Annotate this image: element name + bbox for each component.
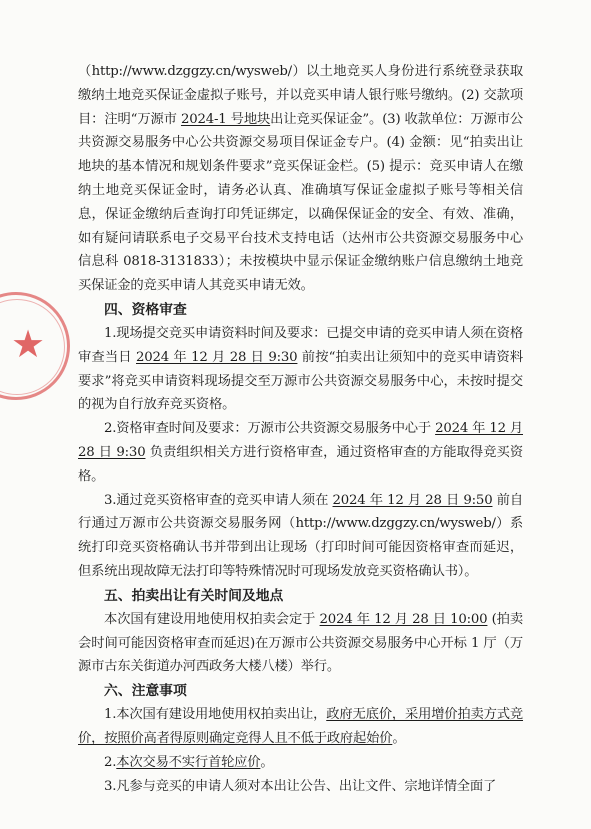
section-heading-qualification: 四、资格审查 <box>104 301 187 318</box>
paragraph-notes-2 <box>78 751 523 775</box>
text-run: （http://www.dzggzy.cn/wysweb/）以土地竞买人身份进行系统登录获取缴纳土地竞买保证金虚拟子账号，并以竞买申请人银行账号缴纳。(2) 交款项目：注明“万源市 <box>78 64 523 127</box>
section-heading-auction-time-place: 五、拍卖出让有关时间及地点 <box>104 587 284 604</box>
paragraph-auction-time <box>78 608 523 679</box>
text-run: 。 <box>392 730 406 746</box>
underlined-date: 2024 年 12 月 28 日 10:00 <box>319 611 488 627</box>
text-run: 前按“拍卖出让须知中的竞买申请资料要求”将竞买申请资料现场提交至万源市公共资源交易服务中心，未按时提交的视为自行放弃竞买资格。 <box>78 349 523 413</box>
underlined-text: 政府无底价，采用增价拍卖方式竞价，按照价高者得原则确定竞得人且不低于政府起始价 <box>78 707 524 746</box>
underlined-text: 本次交易不实行首轮应价 <box>116 754 261 770</box>
text-run: 3.通过竞买资格审查的竞买申请人须在 <box>104 492 333 508</box>
text-run: 2. <box>104 754 117 770</box>
underlined-date: 2024 年 12 月 28 日 9:30 <box>136 349 298 365</box>
underlined-date: 2024 年 12 月 28 日 9:50 <box>332 492 493 508</box>
official-seal-stamp <box>0 292 70 400</box>
underlined-date: 2024 年 12 月 28 日 9:30 <box>78 421 523 460</box>
text-run: 1.现场提交竞买申请资料时间及要求：已提交申请的竞买申请人须在资格审查当日 <box>78 325 523 365</box>
seal-star-icon: ★ <box>11 322 46 366</box>
text-run: 。 <box>260 754 274 770</box>
text-run: 前自行通过万源市公共资源交易服务网（http://www.dzggzy.cn/wysweb/）系统打印竞买资格确认书并带到出让现场（打印时间可能因资格审查而延迟，但系统出现故障无法打印等特殊情况时可现场发放竞买资格确认书）。 <box>78 492 523 579</box>
text-run: 负责组织相关方进行资格审查，通过资格审查的方能取得竞买资格。 <box>78 444 523 484</box>
paragraph-qualification-3 <box>78 489 523 584</box>
underlined-text: 2024-1 号地块 <box>180 111 271 127</box>
paragraph-deposit-payment <box>78 60 523 298</box>
text-run: 2.资格审查时间及要求：万源市公共资源交易服务中心于 <box>104 421 436 437</box>
paragraph-qualification-1 <box>78 322 523 417</box>
paragraph-notes-3: 3.凡参与竞买的申请人须对本出让公告、出让文件、宗地详情全面了 <box>104 778 497 794</box>
text-run: 1.本次国有建设用地使用权拍卖出让， <box>104 707 327 723</box>
text-run: 出让竞买保证金”。(3) 收款单位：万源市公共资源交易服务中心公共资源交易项目保证金专户。(4) 金额：见“拍卖出让地块的基本情况和规划条件要求”竞买保证金栏。(5) 提示：竞买申请人在缴纳土地竞买保证金时，请务必认真、准确填写保证金虚拟子账号等相关信息，保证金缴纳后查询打印凭证绑定，以确保保证金的安全、有效、准确，如有疑问请联系电子交易平台技术支持电话（达州市公共资源交易服务中心信息科 0818-3131833）；未按模块中显示保证金缴纳账户信息缴纳土地竞买保证金的竞买申请人其竞买申请无效。 <box>78 111 523 294</box>
text-run: (拍卖会时间可能因资格审查而延迟)在万源市公共资源交易服务中心开标 1 厅（万源市古东关街道办河西政务大楼八楼）举行。 <box>78 611 523 675</box>
section-heading-notes: 六、注意事项 <box>104 683 187 700</box>
text-run: 本次国有建设用地使用权拍卖会定于 <box>104 611 320 627</box>
paragraph-qualification-2 <box>78 417 523 488</box>
document-body <box>78 60 523 798</box>
paragraph-notes-1 <box>78 703 523 751</box>
